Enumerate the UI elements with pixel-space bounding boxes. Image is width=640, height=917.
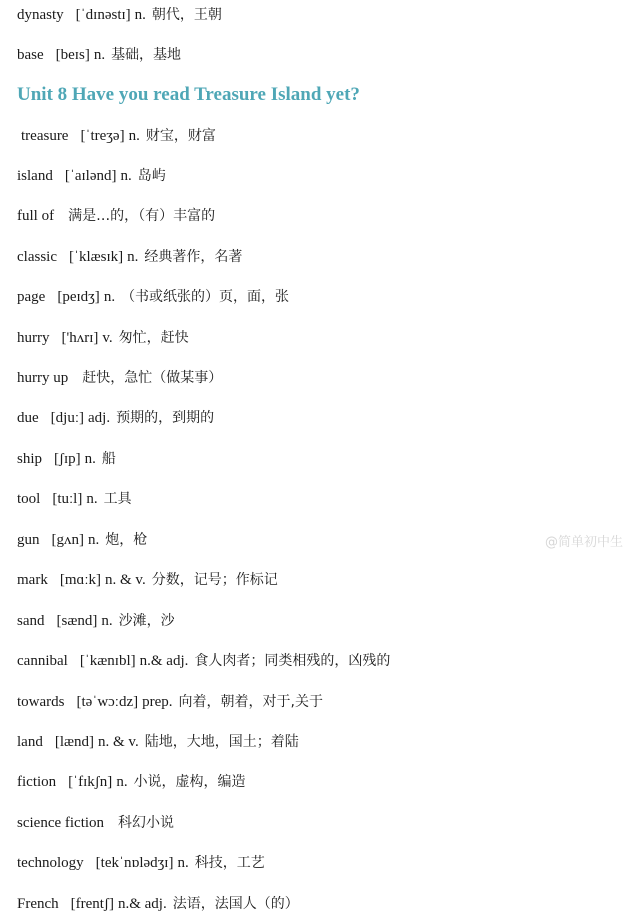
entry-word: science fiction — [17, 815, 105, 831]
entry-definition: 船 — [101, 451, 116, 467]
entry-definition: 向着，朝着，对于,关于 — [178, 694, 323, 710]
entry-word: dynasty — [17, 7, 64, 23]
entry-hurry-up — [17, 368, 222, 388]
entry-definition: 朝代，王朝 — [151, 7, 222, 23]
entry-definition: 分数，记号；作标记 — [151, 572, 278, 588]
entry-definition: （书或纸张的）页，面，张 — [121, 289, 290, 305]
entry-science-fiction — [17, 813, 174, 833]
entry-word: base — [17, 47, 44, 63]
entry-pos: n. — [177, 855, 189, 871]
entry-definition: 财宝，财富 — [145, 128, 216, 144]
entry-pos: n. — [84, 451, 96, 467]
entry-definition: 小说，虚构，编造 — [133, 774, 246, 790]
entry-ship — [17, 449, 116, 469]
entry-pos: n.& adj. — [139, 653, 189, 669]
entry-pos: n. — [128, 128, 140, 144]
entry-word: hurry up — [17, 370, 69, 386]
entry-phonetic: [tekˈnɒlədʒɪ] — [95, 855, 174, 871]
entry-pos: adj. — [88, 410, 111, 426]
entry-word: towards — [17, 694, 65, 710]
entry-phonetic: [tuːl] — [52, 491, 83, 507]
entry-pos: n. — [120, 168, 132, 184]
entry-pos: v. — [102, 330, 113, 346]
entry-mark — [17, 570, 278, 590]
entry-definition: 科幻小说 — [118, 815, 175, 831]
entry-pos: n. & v. — [98, 734, 139, 750]
entry-pos: n. & v. — [105, 572, 146, 588]
entry-phonetic: [mɑːk] — [59, 572, 101, 588]
entry-definition: 沙滩，沙 — [118, 613, 175, 629]
entry-page — [17, 287, 289, 307]
entry-word: island — [17, 168, 53, 184]
entry-definition: 满是…的，（有）丰富的 — [68, 208, 216, 224]
entry-word: mark — [17, 572, 48, 588]
entry-phonetic: [djuː] — [50, 410, 84, 426]
entry-treasure — [21, 126, 216, 146]
entry-pos: n. — [88, 532, 100, 548]
entry-pos: n. — [103, 289, 116, 305]
entry-word: fiction — [17, 774, 57, 790]
entry-land — [17, 732, 299, 752]
entry-tool — [17, 489, 132, 509]
entry-definition: 陆地，大地，国土；着陆 — [144, 734, 299, 750]
entry-word: page — [17, 289, 46, 305]
entry-word: hurry — [17, 330, 50, 346]
entry-phonetic: [ˈfɪkʃn] — [68, 774, 113, 790]
unit-heading: Unit 8 Have you read Treasure Island yet? — [17, 84, 360, 105]
entry-phonetic: [ʃɪp] — [54, 451, 81, 467]
entry-technology — [17, 853, 265, 873]
entry-phonetic: [peɪdʒ] — [57, 289, 100, 305]
entry-french — [17, 894, 299, 914]
entry-definition: 法语，法国人（的） — [172, 896, 299, 912]
entry-sand — [17, 611, 175, 631]
watermark: @简单初中生 — [545, 535, 624, 550]
entry-definition: 预期的，到期的 — [116, 410, 215, 426]
entry-phonetic: [təˈwɔːdz] — [76, 694, 139, 710]
entry-cannibal — [17, 651, 390, 671]
entry-word: due — [17, 410, 39, 426]
entry-definition: 基础，基地 — [111, 47, 182, 63]
entry-word: technology — [17, 855, 84, 871]
entry-pos: n.& adj. — [117, 896, 167, 912]
entry-word: tool — [17, 491, 41, 507]
entry-definition: 经典著作，名著 — [144, 249, 243, 265]
entry-phonetic: [ˈkænɪbl] — [79, 653, 136, 669]
entry-phonetic: [ˈtreʒə] — [80, 128, 125, 144]
entry-word: ship — [17, 451, 43, 467]
entry-hurry — [17, 328, 189, 348]
entry-definition: 炮，枪 — [105, 532, 148, 548]
entry-word: land — [17, 734, 43, 750]
entry-definition: 食人肉者；同类相残的，凶残的 — [194, 653, 391, 669]
entry-due — [17, 408, 214, 428]
entry-phonetic: [frentʃ] — [70, 896, 114, 912]
entry-pos: n. — [127, 249, 139, 265]
entry-phonetic: [gʌn] — [51, 532, 84, 548]
entry-pos: n. — [116, 774, 128, 790]
entry-gun — [17, 530, 147, 550]
entry-word: cannibal — [17, 653, 68, 669]
entry-word: classic — [17, 249, 57, 265]
entry-fiction — [17, 772, 246, 792]
entry-pos: n. — [86, 491, 98, 507]
entry-definition: 工具 — [103, 491, 132, 507]
entry-phonetic: [beɪs] — [55, 47, 90, 63]
entry-definition: 赶快，急忙（做某事） — [82, 370, 223, 386]
entry-island — [17, 166, 166, 186]
entry-base — [17, 45, 181, 65]
entry-pos: n. — [93, 47, 106, 63]
entry-definition: 科技，工艺 — [194, 855, 265, 871]
entry-classic — [17, 247, 242, 267]
entry-definition: 岛屿 — [137, 168, 166, 184]
entry-phonetic: [lænd] — [54, 734, 94, 750]
entry-phonetic: [ˈklæsɪk] — [68, 249, 124, 265]
entry-phonetic: [ˈdɪnəstɪ] — [75, 7, 131, 23]
entry-word: gun — [17, 532, 40, 548]
entry-phonetic: ['hʌrɪ] — [61, 330, 99, 346]
entry-word: treasure — [21, 128, 69, 144]
entry-phonetic: [sænd] — [56, 613, 98, 629]
entry-pos: n. — [101, 613, 113, 629]
entry-phonetic: [ˈaɪlənd] — [64, 168, 117, 184]
entry-word: French — [17, 896, 59, 912]
entry-word: full of — [17, 208, 55, 224]
entry-towards — [17, 692, 323, 712]
entry-word: sand — [17, 613, 45, 629]
entry-dynasty — [17, 5, 222, 25]
entry-pos: n. — [134, 7, 146, 23]
entry-pos: prep. — [142, 694, 173, 710]
entry-definition: 匆忙，赶快 — [118, 330, 189, 346]
entry-full-of — [17, 206, 215, 226]
